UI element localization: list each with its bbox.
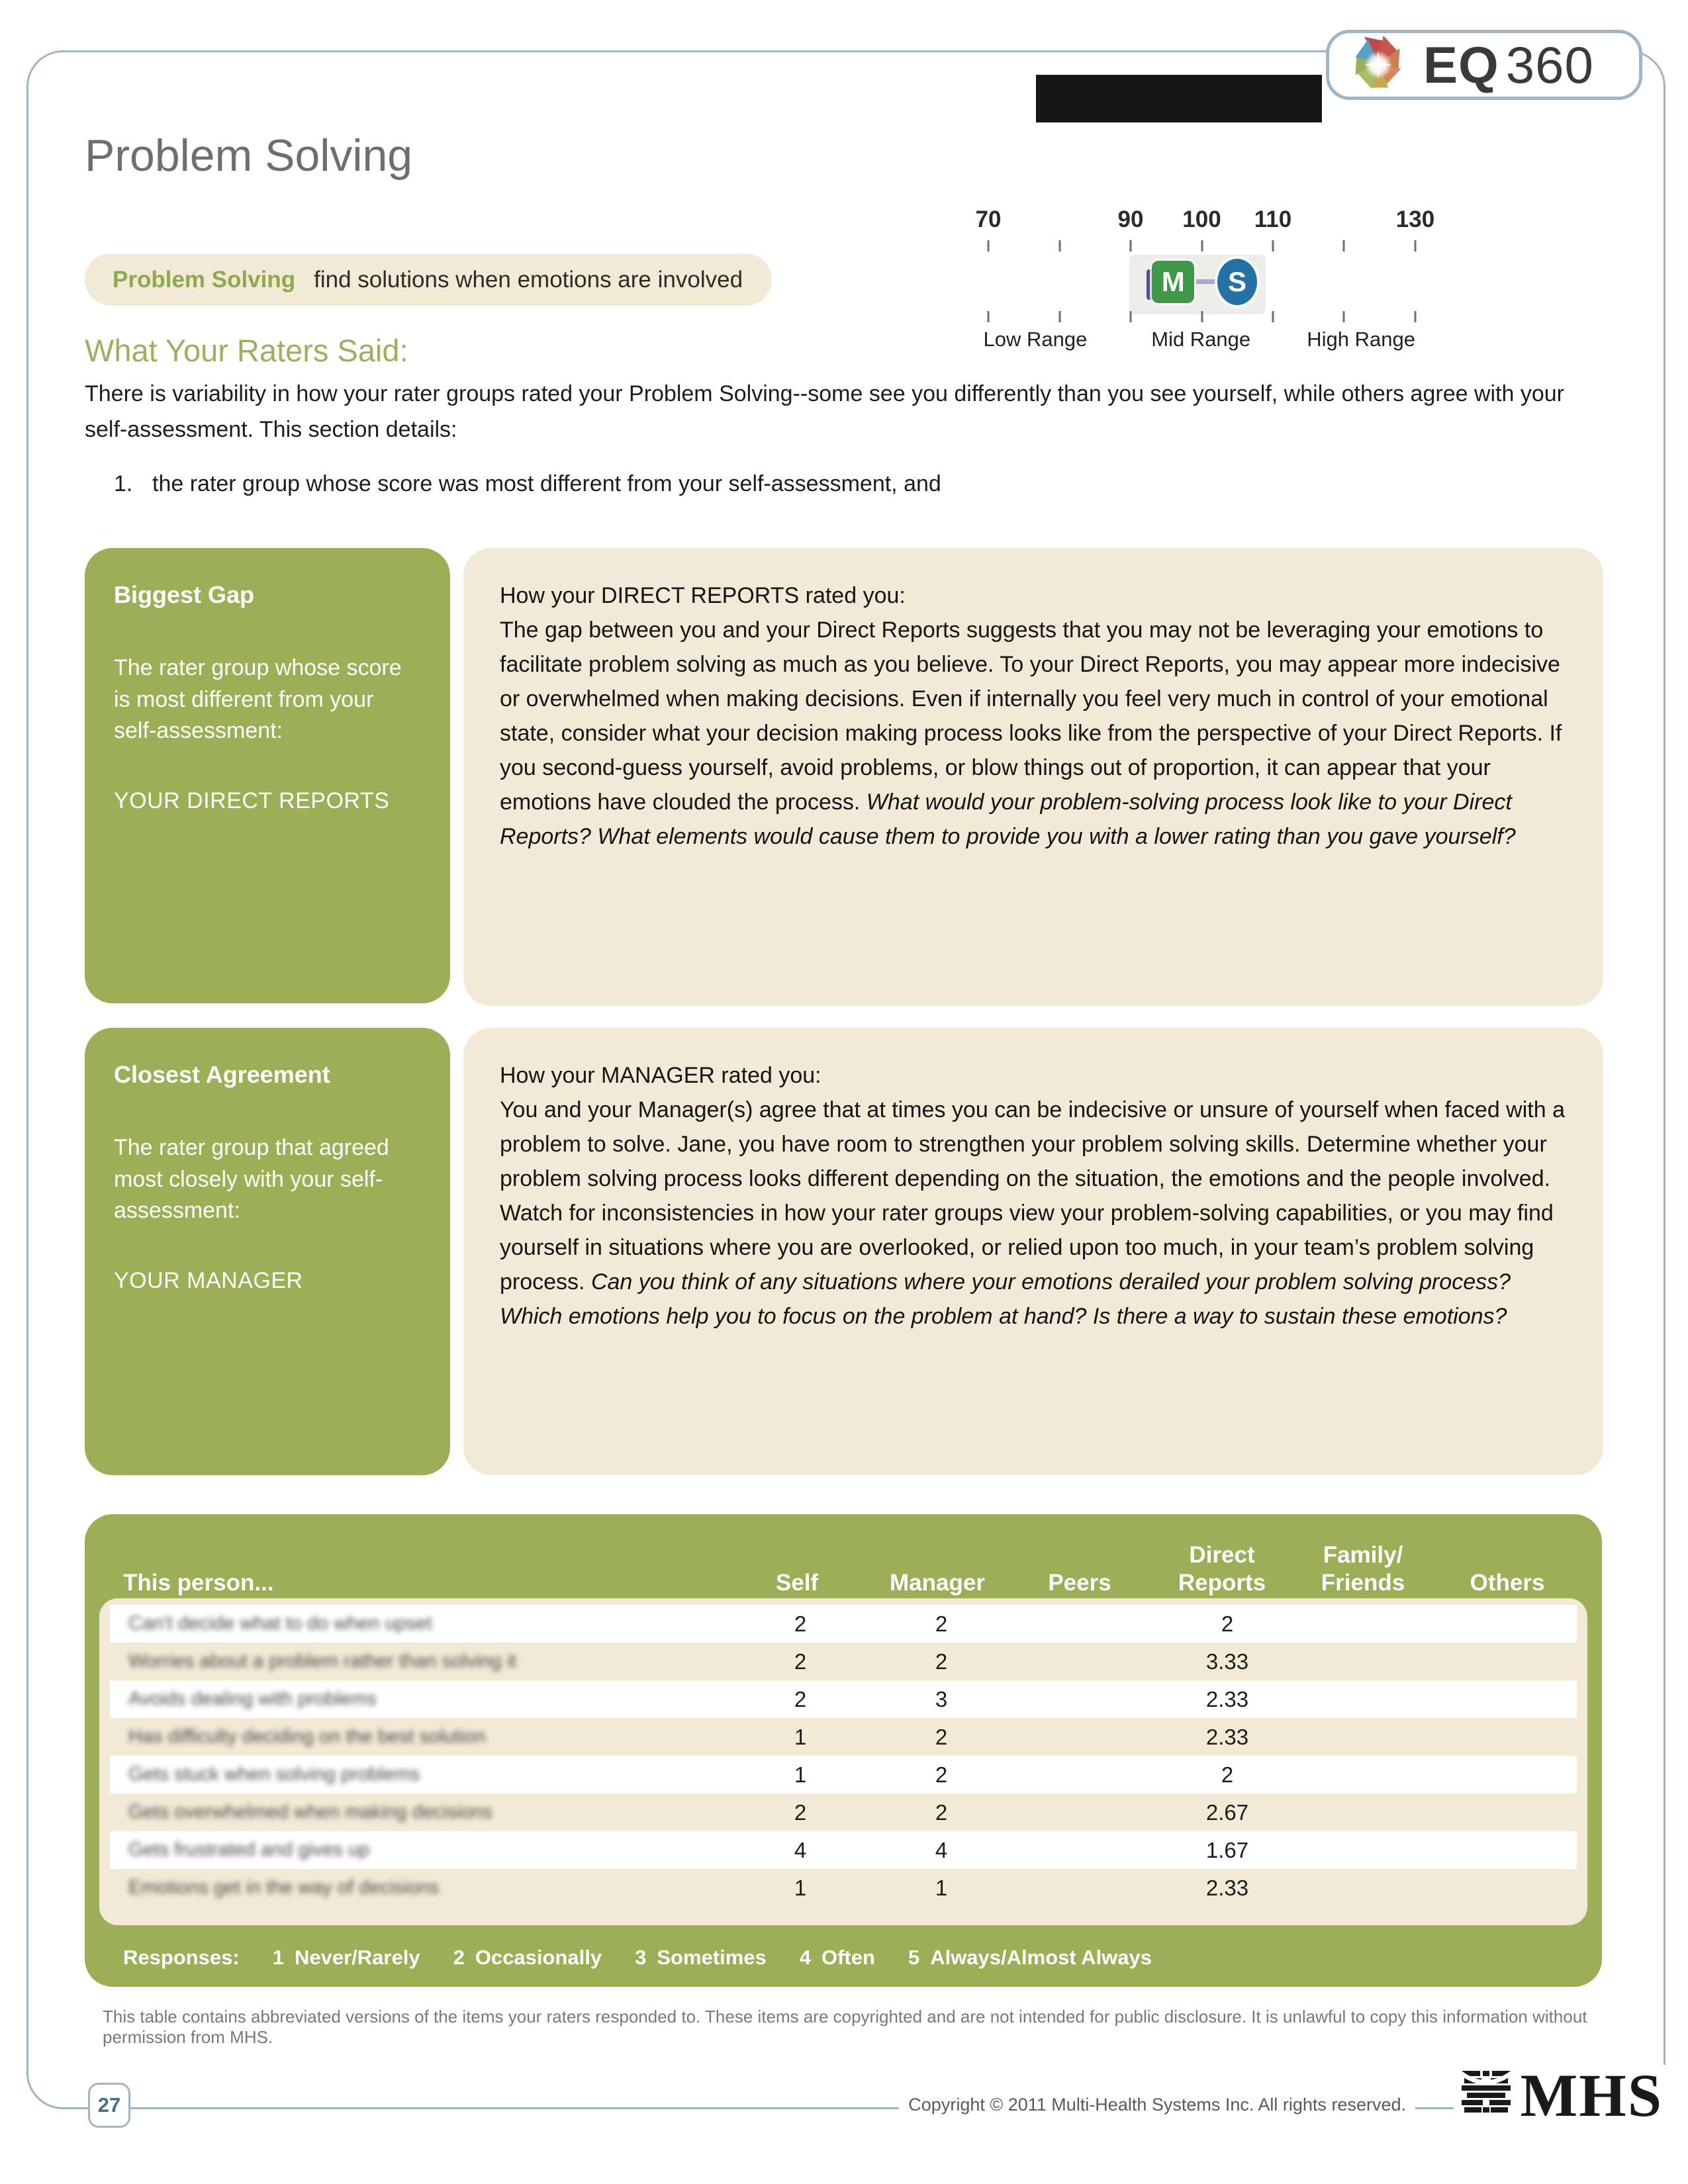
redacted-name-bar [1036, 75, 1322, 122]
cell-direct-reports: 1.67 [1205, 1837, 1249, 1862]
intro-paragraph: There is variability in how your rater groups rated your Problem Solving--some see you differently than you see yourself, while others agree with your self-assessment. This section details: [85, 381, 1565, 443]
legend-item-number: 1 [272, 1946, 284, 1969]
table-row [110, 1605, 1577, 1643]
cell-manager: 2 [935, 1724, 948, 1749]
range-label-mid: Mid Range [1151, 328, 1251, 351]
numbered-list-item [114, 471, 941, 497]
copyright-text: Copyright © 2011 Multi-Health Systems Inc. All rights reserved. [899, 2090, 1415, 2119]
cell-direct-reports: 2.67 [1205, 1799, 1249, 1825]
cell-manager: 1 [935, 1875, 948, 1900]
column-header-others [1470, 1569, 1545, 1596]
page-number-badge: 27 [88, 2083, 130, 2128]
cell-direct-reports: 2 [1221, 1762, 1234, 1787]
scale-tick-label: 110 [1254, 206, 1292, 232]
scale-tick-label: 100 [1182, 206, 1221, 232]
table-row [110, 1718, 1577, 1756]
column-header-line: Self [775, 1569, 819, 1596]
cell-self: 2 [794, 1611, 807, 1636]
column-header-family-friends [1321, 1541, 1405, 1596]
redacted-item-label: Gets stuck when solving problems [128, 1764, 420, 1785]
cell-manager: 3 [935, 1686, 948, 1711]
biggest-gap-title: Biggest Gap [114, 581, 255, 608]
tick-mark [1058, 311, 1060, 322]
scale-tick-label: 90 [1117, 206, 1144, 232]
legend-item-number: 2 [453, 1946, 465, 1969]
table-row [110, 1643, 1577, 1680]
redacted-item-label: Emotions get in the way of decisions [128, 1877, 440, 1898]
table-row [110, 1831, 1577, 1869]
direct-reports-questions: What would your problem-solving process look like to your Direct Reports? What elements would cause them to provide you with a lower rating than you gave yourself? [500, 790, 1516, 850]
column-header-line: Family/ [1323, 1542, 1403, 1569]
cell-self: 1 [794, 1724, 807, 1749]
cell-self: 1 [794, 1875, 807, 1900]
eq-wordmark-light: 360 [1505, 35, 1594, 94]
tick-mark [1129, 240, 1131, 251]
cell-self: 2 [794, 1799, 807, 1825]
manager-score-marker: M [1152, 261, 1194, 303]
column-header-line: Manager [890, 1569, 985, 1596]
subscale-definition: find solutions when emotions are involved [314, 266, 743, 293]
legend-item-number: 3 [635, 1946, 647, 1969]
tick-mark [1343, 240, 1345, 251]
scale-tick-label: 130 [1395, 206, 1435, 232]
column-header-direct-reports [1178, 1541, 1266, 1596]
cell-direct-reports: 2.33 [1205, 1686, 1249, 1711]
redacted-item-label: Worries about a problem rather than solving it [128, 1651, 517, 1672]
tick-mark [1058, 240, 1060, 251]
redacted-item-label: Gets frustrated and gives up [128, 1839, 370, 1860]
redacted-item-label: Avoids dealing with problems [128, 1688, 377, 1709]
page-title: Problem Solving [85, 130, 413, 181]
table-row [110, 1794, 1577, 1831]
tick-mark [1272, 240, 1274, 251]
redacted-item-label: Can't decide what to do when upset [128, 1613, 432, 1634]
list-item-number: 1. [114, 471, 133, 496]
range-label-low: Low Range [983, 328, 1088, 351]
cell-self: 2 [794, 1686, 807, 1711]
biggest-gap-group: YOUR DIRECT REPORTS [114, 788, 390, 813]
tick-mark [988, 240, 990, 251]
column-header-line: Peers [1048, 1569, 1111, 1596]
direct-reports-feedback-box [463, 548, 1603, 1006]
direct-reports-body: The gap between you and your Direct Reports suggests that you may not be leveraging your emotions to facilitate problem solving as much as you believe. To your Direct Reports, you may appear more indecisive or overwhelmed when making decisions. Even if internally you feel very much in control of your emotional state, consider what your decision making process looks like from the perspective of your Direct Reports. If you second-guess yourself, avoid problems, or blow things out of proportion, it can appear that your emotions have clouded the process. [500, 617, 1562, 815]
item-ratings-table [85, 1514, 1602, 1987]
legend-item-number: 5 [908, 1946, 920, 1969]
mhs-logo-icon [1460, 2070, 1512, 2122]
direct-reports-heading: How your DIRECT REPORTS rated you: [500, 583, 906, 608]
manager-questions: Can you think of any situations where your emotions derailed your problem solving process? Which emotions help you to focus on the problem at hand? Is there a way to sustain these emotions? [500, 1269, 1511, 1330]
closest-agreement-title: Closest Agreement [114, 1061, 330, 1088]
column-header-manager [890, 1569, 985, 1596]
manager-heading: How your MANAGER rated you: [500, 1063, 821, 1088]
cell-manager: 2 [935, 1611, 948, 1636]
eq360-logo [1326, 30, 1642, 100]
mhs-logo [1454, 2062, 1669, 2129]
column-header-item: This person... [123, 1570, 274, 1596]
table-row [110, 1869, 1577, 1907]
response-legend [123, 1946, 1152, 1970]
subscale-definition-pill [85, 253, 772, 306]
column-header-line: Friends [1321, 1569, 1405, 1596]
legend-item-text: Never/Rarely [294, 1946, 420, 1969]
legend-item-text: Occasionally [475, 1946, 602, 1969]
eq360-wordmark [1423, 35, 1594, 95]
closest-agreement-group: YOUR MANAGER [114, 1267, 303, 1293]
cell-manager: 2 [935, 1799, 948, 1825]
table-row [110, 1680, 1577, 1718]
table-body [99, 1598, 1587, 1925]
eq360-pinwheel-icon [1346, 31, 1410, 99]
scale-rail [975, 199, 1435, 364]
tick-mark [1201, 240, 1203, 251]
tick-mark [1129, 311, 1131, 322]
table-footnote: This table contains abbreviated versions of the items your raters responded to. These items are copyrighted and are not intended for public disclosure. It is unlawful to copy this information without permission from MHS. [103, 2007, 1587, 2047]
manager-text [500, 1093, 1567, 1334]
redacted-item-label: Gets overwhelmed when making decisions [128, 1801, 492, 1823]
column-header-line: Direct [1189, 1542, 1255, 1569]
eq-wordmark-bold: EQ [1423, 35, 1499, 94]
subscale-name: Problem Solving [113, 266, 296, 293]
score-scale [949, 199, 1455, 364]
legend-item-text: Sometimes [657, 1946, 767, 1969]
tick-mark [1343, 311, 1345, 322]
column-header-self [776, 1569, 818, 1596]
cell-direct-reports: 3.33 [1205, 1649, 1249, 1674]
cell-manager: 4 [935, 1837, 948, 1862]
legend-item-text: Always/Almost Always [930, 1946, 1152, 1969]
range-label-high: High Range [1307, 328, 1415, 351]
column-header-peers [1048, 1569, 1111, 1596]
legend-item [908, 1946, 1152, 1970]
legend-item [635, 1946, 767, 1970]
legend-item [273, 1946, 420, 1970]
direct-reports-text [500, 613, 1567, 854]
self-score-marker: S [1217, 259, 1257, 305]
legend-label: Responses: [123, 1946, 240, 1969]
column-header-line: Others [1470, 1569, 1545, 1596]
closest-agreement-body: The rater group that agreed most closely with your self-assessment: [114, 1135, 389, 1224]
cell-self: 1 [794, 1762, 807, 1787]
biggest-gap-box [85, 548, 450, 1003]
tick-mark [988, 311, 990, 322]
tick-mark [1201, 311, 1203, 322]
manager-body: You and your Manager(s) agree that at times you can be indecisive or unsure of yourself when faced with a problem to solve. Jane, you have room to strengthen your problem solving skills. Determine whether your problem solving process looks different depending on the situation, the emotions and the people involved. Watch for inconsistencies in how your rater groups view your problem-solving capabilities, or you may find yourself in situations where you are overlooked, or relied upon too much, in your team’s problem solving process. [500, 1097, 1565, 1295]
tick-mark [1272, 311, 1274, 322]
cell-direct-reports: 2 [1221, 1611, 1234, 1636]
mhs-logo-text: MHS [1520, 2062, 1663, 2129]
cell-direct-reports: 2.33 [1205, 1875, 1249, 1900]
cell-manager: 2 [935, 1762, 948, 1787]
manager-feedback-box [463, 1028, 1603, 1475]
cell-self: 4 [794, 1837, 807, 1862]
section-heading: What Your Raters Said: [85, 333, 408, 368]
tick-mark [1415, 240, 1417, 251]
legend-item-text: Often [821, 1946, 875, 1969]
column-header-line: Reports [1178, 1569, 1266, 1596]
list-item-text: the rater group whose score was most different from your self-assessment, and [152, 471, 941, 496]
legend-item [453, 1946, 602, 1970]
legend-item-number: 4 [799, 1946, 811, 1969]
scale-tick-label: 70 [975, 206, 1002, 232]
redacted-item-label: Has difficulty deciding on the best solution [128, 1726, 486, 1747]
closest-agreement-box [85, 1028, 450, 1475]
cell-direct-reports: 2.33 [1205, 1724, 1249, 1749]
cell-manager: 2 [935, 1649, 948, 1674]
biggest-gap-body: The rater group whose score is most different from your self-assessment: [114, 655, 402, 744]
tick-mark [1415, 311, 1417, 322]
table-row [110, 1756, 1577, 1794]
cell-self: 2 [794, 1649, 807, 1674]
legend-item [800, 1946, 875, 1970]
